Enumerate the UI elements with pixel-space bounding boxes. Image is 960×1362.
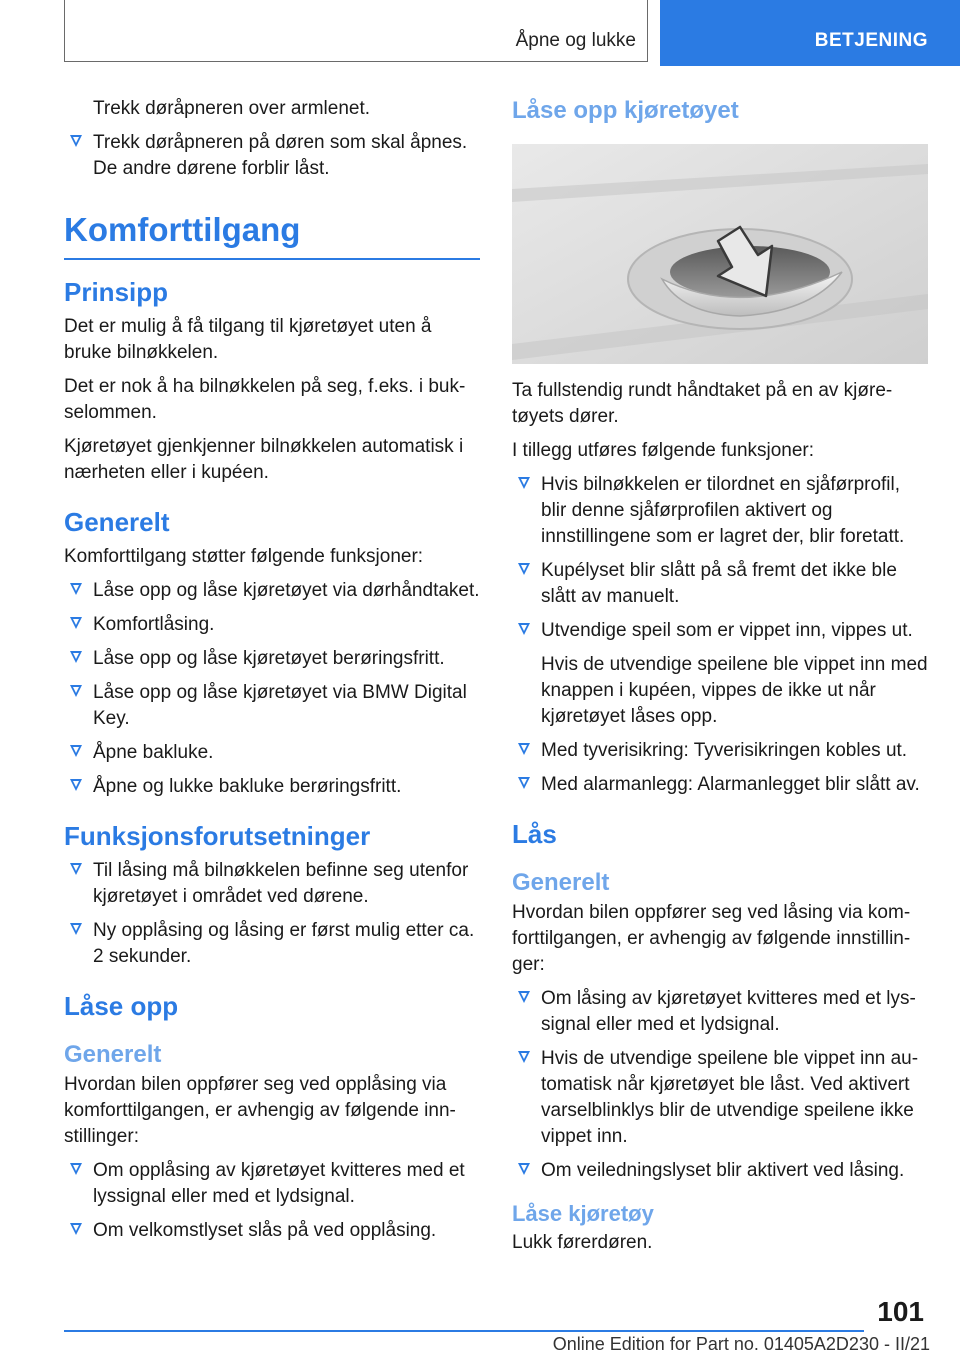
list-item xyxy=(512,738,928,764)
triangle-bullet-icon xyxy=(70,923,82,935)
intro-continuation: Trekk døråpneren over armlenet. xyxy=(93,98,371,119)
list-item-text: Hvis bilnøkkelen er tilordnet en sjåførprofil, blir denne sjåførprofilen aktivert og innstillingene som er lagret der, blir foretatt. xyxy=(541,474,905,547)
paragraph: Hvordan bilen oppfører seg ved låsing via komforttilgangen, er avhengig av følgende innstillinger: xyxy=(512,902,911,975)
triangle-bullet-icon xyxy=(518,623,530,635)
list-item-text: Åpne bakluke. xyxy=(93,742,214,763)
page-number: 101 xyxy=(877,1296,924,1327)
list-item xyxy=(64,858,480,910)
triangle-bullet-icon xyxy=(518,777,530,789)
subsection-heading: Låse opp kjøretøyet xyxy=(512,97,739,124)
section-heading: Lås xyxy=(512,819,557,849)
list-item xyxy=(64,680,480,732)
list-item-text: Kupélyset blir slått på så fremt det ikke ble slått av manuelt. xyxy=(541,560,897,607)
list-item-text: Låse opp og låse kjøretøyet berøringsfritt. xyxy=(93,648,445,669)
section-title: Åpne og lukke xyxy=(515,30,636,51)
chapter-heading: Komforttilgang xyxy=(64,210,480,260)
list-item-text: Låse opp og låse kjøretøyet via BMW Digital Key. xyxy=(93,682,467,729)
list-item-text: Hvis de utvendige speilene ble vippet inn automatisk når kjøretøyet ble låst. Ved aktivert varselblinklys blir de utvendige speilene ikke vippet inn. xyxy=(541,1048,919,1147)
list-item-text: Åpne og lukke bakluke berøringsfritt. xyxy=(93,776,402,797)
paragraph: Det er nok å ha bilnøkkelen på seg, f.eks. i bukselommen. xyxy=(64,376,466,423)
chapter-tab[interactable]: BETJENING xyxy=(660,0,960,66)
paragraph: I tillegg utføres følgende funksjoner: xyxy=(512,440,815,461)
list-item-text: Med alarmanlegg: Alarmanlegget blir slått av. xyxy=(541,774,920,795)
triangle-bullet-icon xyxy=(70,745,82,757)
list-item-text: Med tyverisikring: Tyverisikringen kobles ut. xyxy=(541,740,908,761)
subsection-heading: Generelt xyxy=(512,869,610,896)
list-item xyxy=(512,558,928,610)
list-item xyxy=(64,1158,480,1210)
list-item xyxy=(512,1046,928,1150)
list-item xyxy=(64,646,480,672)
list-item-text: Komfortlåsing. xyxy=(93,614,215,635)
list-note: Hvis de utvendige speilene ble vippet inn med knappen i kupéen, vippes de ikke ut når kjøretøyet låses opp. xyxy=(541,654,928,727)
list-item-text: Utvendige speil som er vippet inn, vippes ut. xyxy=(541,620,913,641)
triangle-bullet-icon xyxy=(518,1163,530,1175)
triangle-bullet-icon xyxy=(518,563,530,575)
triangle-bullet-icon xyxy=(518,1051,530,1063)
subsection-heading: Generelt xyxy=(64,1041,162,1068)
section-heading: Funksjonsforutsetninger xyxy=(64,821,371,851)
list-item xyxy=(64,918,480,970)
footer-edition: Online Edition for Part no. 01405A2D230 - II/21 xyxy=(552,1334,930,1354)
section-heading: Låse opp xyxy=(64,991,179,1021)
paragraph: Komforttilgang støtter følgende funksjoner: xyxy=(64,546,424,567)
triangle-bullet-icon xyxy=(70,1163,82,1175)
list-item xyxy=(64,612,480,638)
list-item-text: Om låsing av kjøretøyet kvitteres med et lyssignal eller med et lydsignal. xyxy=(541,988,916,1035)
list-item-text: Til låsing må bilnøkkelen befinne seg utenfor kjøretøyet i området ved dørene. xyxy=(93,860,469,907)
triangle-bullet-icon xyxy=(70,651,82,663)
door-handle-figure xyxy=(512,144,928,364)
paragraph: Det er mulig å få tilgang til kjøretøyet uten å bruke bilnøkkelen. xyxy=(64,316,432,363)
triangle-bullet-icon xyxy=(70,863,82,875)
footer-divider xyxy=(64,1330,864,1332)
list-item xyxy=(512,772,928,798)
section-heading: Prinsipp xyxy=(64,277,169,307)
section-heading: Generelt xyxy=(64,507,170,537)
list-item xyxy=(64,578,480,604)
right-column xyxy=(512,96,928,1264)
triangle-bullet-icon xyxy=(70,617,82,629)
paragraph: Lukk førerdøren. xyxy=(512,1232,653,1253)
list-item xyxy=(64,1218,480,1244)
list-item xyxy=(64,774,480,800)
triangle-bullet-icon xyxy=(518,991,530,1003)
list-item-text: Ny opplåsing og låsing er først mulig etter ca. 2 sekunder. xyxy=(93,920,475,967)
list-item-text: Trekk døråpneren på døren som skal åpnes. De andre dørene forblir låst. xyxy=(93,132,468,179)
triangle-bullet-icon xyxy=(518,743,530,755)
list-item xyxy=(512,472,928,550)
list-item-text: Om opplåsing av kjøretøyet kvitteres med et lyssignal eller med et lydsignal. xyxy=(93,1160,465,1207)
list-item xyxy=(512,618,928,644)
paragraph: Kjøretøyet gjenkjenner bilnøkkelen automatisk i nærheten eller i kupéen. xyxy=(64,436,464,483)
triangle-bullet-icon xyxy=(70,583,82,595)
paragraph: Hvordan bilen oppfører seg ved opplåsing via komforttilgangen, er avhengig av følgende innstillinger: xyxy=(64,1074,456,1147)
list-item xyxy=(64,130,480,182)
list-item-text: Låse opp og låse kjøretøyet via dørhåndtaket. xyxy=(93,580,480,601)
triangle-bullet-icon xyxy=(70,1223,82,1235)
triangle-bullet-icon xyxy=(70,135,82,147)
figure-caption: Ta fullstendig rundt håndtaket på en av kjøretøyets dører. xyxy=(512,380,893,427)
triangle-bullet-icon xyxy=(70,685,82,697)
triangle-bullet-icon xyxy=(518,477,530,489)
triangle-bullet-icon xyxy=(70,779,82,791)
left-column xyxy=(64,96,480,1252)
list-item xyxy=(512,1158,928,1184)
list-item-text: Om veiledningslyset blir aktivert ved låsing. xyxy=(541,1160,905,1181)
list-item xyxy=(64,740,480,766)
list-item xyxy=(512,986,928,1038)
subsection-heading: Låse kjøretøy xyxy=(512,1201,654,1226)
list-item-text: Om velkomstlyset slås på ved opplåsing. xyxy=(93,1220,437,1241)
